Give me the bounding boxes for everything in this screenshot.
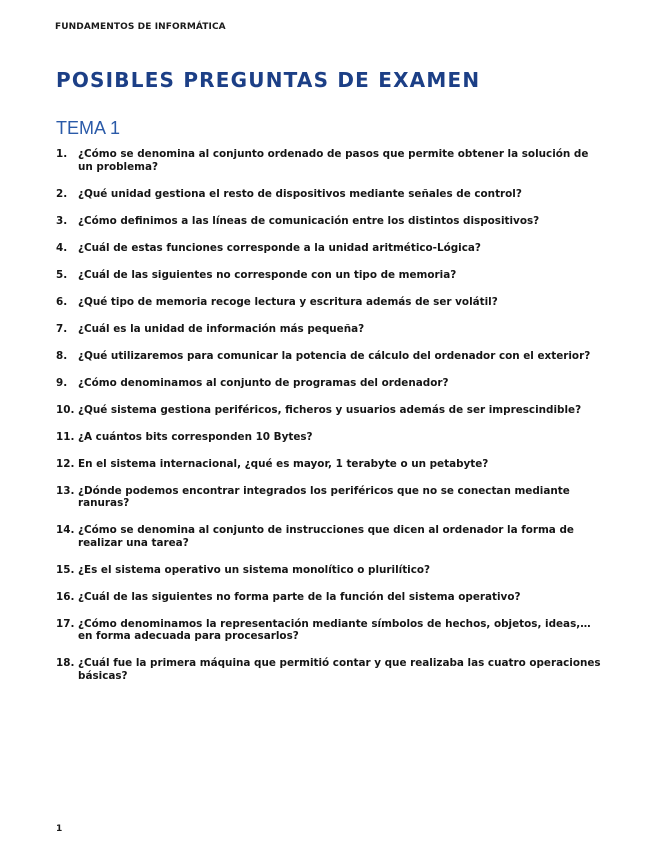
section-title: TEMA 1	[56, 118, 121, 138]
question-item	[56, 485, 601, 510]
question-item	[56, 458, 601, 471]
question-item	[56, 431, 601, 444]
question-number: 8.	[56, 349, 68, 362]
question-number: 17.	[56, 617, 75, 630]
question-text: ¿Qué sistema gestiona periféricos, ficheros y usuarios además de ser imprescindible?	[78, 403, 582, 416]
question-number: 4.	[56, 241, 68, 254]
question-number: 18.	[56, 657, 75, 669]
question-number: 12.	[56, 457, 75, 470]
question-number: 3.	[56, 214, 68, 227]
question-number: 2.	[56, 187, 68, 200]
question-number: 16.	[56, 590, 75, 603]
question-number: 9.	[56, 376, 68, 389]
question-number: 1.	[56, 148, 68, 160]
question-item	[56, 657, 601, 682]
question-item	[56, 323, 601, 336]
question-number: 10.	[56, 403, 75, 416]
question-item	[56, 188, 601, 201]
running-header: FUNDAMENTOS DE INFORMÁTICA	[55, 22, 226, 32]
question-item	[56, 350, 601, 363]
question-item	[56, 296, 601, 309]
question-text: En el sistema internacional, ¿qué es mayor, 1 terabyte o un petabyte?	[78, 457, 489, 470]
question-text: ¿Cómo denominamos la representación mediante símbolos de hechos, objetos, ideas,… en forma adecuada para procesarlos?	[78, 617, 591, 642]
question-text: ¿Cómo denominamos al conjunto de programas del ordenador?	[78, 376, 449, 389]
question-number: 15.	[56, 563, 75, 576]
question-item	[56, 148, 601, 173]
question-text: ¿Qué tipo de memoria recoge lectura y escritura además de ser volátil?	[78, 295, 498, 308]
question-text: ¿Cómo definimos a las líneas de comunicación entre los distintos dispositivos?	[78, 214, 540, 227]
question-list	[56, 148, 601, 697]
question-number: 11.	[56, 430, 75, 443]
question-text: ¿Es el sistema operativo un sistema monolítico o plurilítico?	[78, 563, 431, 576]
question-item	[56, 215, 601, 228]
question-text: ¿Cuál de las siguientes no corresponde con un tipo de memoria?	[78, 268, 457, 281]
question-item	[56, 377, 601, 390]
question-text: ¿Dónde podemos encontrar integrados los periféricos que no se conectan mediante ranuras?	[78, 484, 570, 509]
page-number: 1	[56, 824, 63, 834]
question-item	[56, 269, 601, 282]
question-item	[56, 591, 601, 604]
question-item	[56, 524, 601, 549]
question-text: ¿Cuál fue la primera máquina que permitió contar y que realizaba las cuatro operaciones básicas?	[78, 657, 601, 682]
question-text: ¿Cuál de estas funciones corresponde a la unidad aritmético-Lógica?	[78, 241, 481, 254]
question-text: ¿Cuál de las siguientes no forma parte de la función del sistema operativo?	[78, 590, 521, 603]
question-number: 7.	[56, 322, 68, 335]
question-item	[56, 564, 601, 577]
question-text: ¿Cómo se denomina al conjunto ordenado de pasos que permite obtener la solución de un problema?	[78, 148, 589, 173]
question-item	[56, 618, 601, 643]
question-number: 5.	[56, 268, 68, 281]
question-text: ¿Qué utilizaremos para comunicar la potencia de cálculo del ordenador con el exterior?	[78, 349, 591, 362]
question-text: ¿Qué unidad gestiona el resto de dispositivos mediante señales de control?	[78, 187, 522, 200]
question-number: 6.	[56, 295, 68, 308]
question-text: ¿Cómo se denomina al conjunto de instrucciones que dicen al ordenador la forma de realizar una tarea?	[78, 524, 574, 549]
question-number: 13.	[56, 484, 75, 497]
question-item	[56, 242, 601, 255]
document-title: POSIBLES PREGUNTAS DE EXAMEN	[56, 68, 481, 92]
question-text: ¿Cuál es la unidad de información más pequeña?	[78, 322, 365, 335]
question-item	[56, 404, 601, 417]
question-number: 14.	[56, 524, 75, 536]
question-text: ¿A cuántos bits corresponden 10 Bytes?	[78, 430, 313, 443]
